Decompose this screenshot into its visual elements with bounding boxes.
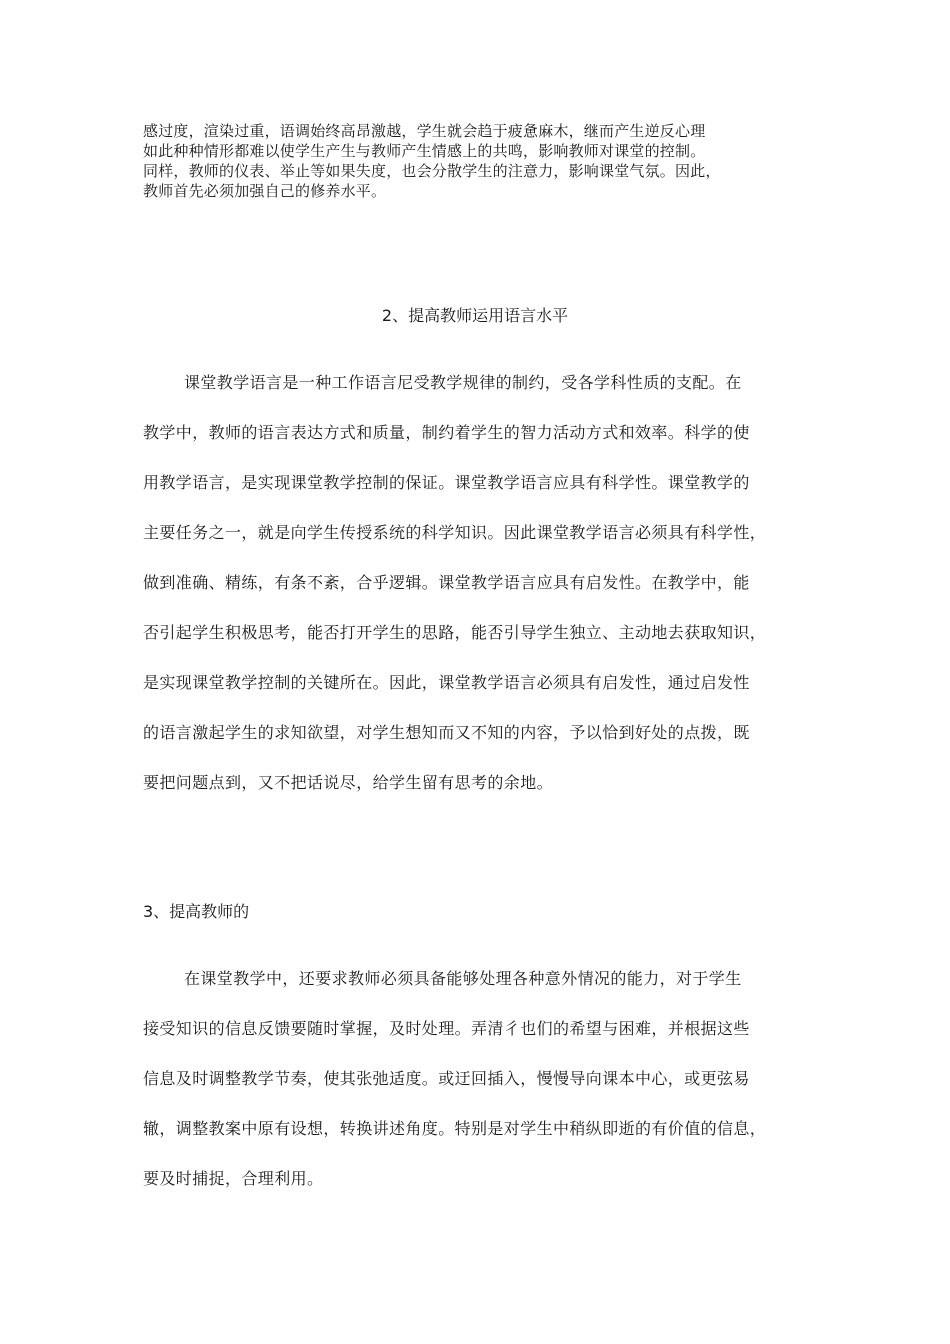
section-3-paragraph <box>143 967 828 1217</box>
text-line: 信息及时调整教学节奏，使其张弛适度。或迂回插入，慢慢导向课本中心，或更弦易 <box>143 1069 750 1088</box>
section-3-heading: 3、提高教师的 <box>143 902 250 921</box>
text-line: 要及时捕捉，合理利用。 <box>143 1169 324 1188</box>
text-line: 做到准确、精练，有条不紊，合乎逻辑。课堂教学语言应具有启发性。在教学中，能 <box>143 573 750 592</box>
text-line: 辙，调整教案中原有设想，转换讲述角度。特别是对学生中稍纵即逝的有价值的信息， <box>143 1119 767 1138</box>
section-2-heading: 2、提高教师运用语言水平 <box>381 306 569 325</box>
text-line: 感过度，渲染过重，语调始终高昂激越，学生就会趋于疲惫麻木，继而产生逆反心理 <box>143 122 706 140</box>
text-line: 主要任务之一，就是向学生传授系统的科学知识。因此课堂教学语言必须具有科学性， <box>143 523 767 542</box>
text-line: 教学中，教师的语言表达方式和质量，制约着学生的智力活动方式和效率。科学的使 <box>143 423 750 442</box>
text-line: 否引起学生积极思考，能否打开学生的思路，能否引导学生独立、主动地去获取知识， <box>143 623 767 642</box>
text-line: 同样，教师的仪表、举止等如果失度，也会分散学生的注意力，影响课堂气氛。因此， <box>143 162 721 180</box>
text-line: 接受知识的信息反馈要随时掌握，及时处理。弄清彳也们的希望与困难，并根据这些 <box>143 1019 750 1038</box>
text-line: 课堂教学语言是一种工作语言尼受教学规律的制约，受各学科性质的支配。在 <box>184 373 742 392</box>
intro-paragraph <box>143 121 828 201</box>
text-line: 是实现课堂教学控制的关键所在。因此，课堂教学语言必须具有启发性，通过启发性 <box>143 673 750 692</box>
section-2-paragraph <box>143 371 828 821</box>
text-line: 用教学语言，是实现课堂教学控制的保证。课堂教学语言应具有科学性。课堂教学的 <box>143 473 750 492</box>
text-line: 要把问题点到，又不把话说尽，给学生留有思考的余地。 <box>143 773 554 792</box>
text-line: 在课堂教学中，还要求教师必须具备能够处理各种意外情况的能力，对于学生 <box>184 969 742 988</box>
text-line: 如此种种情形都难以使学生产生与教师产生情感上的共鸣，影响教师对课堂的控制。 <box>143 142 706 160</box>
text-line: 教师首先必须加强自己的修养水平。 <box>143 182 387 200</box>
text-line: 的语言激起学生的求知欲望，对学生想知而又不知的内容，予以恰到好处的点拨，既 <box>143 723 750 742</box>
